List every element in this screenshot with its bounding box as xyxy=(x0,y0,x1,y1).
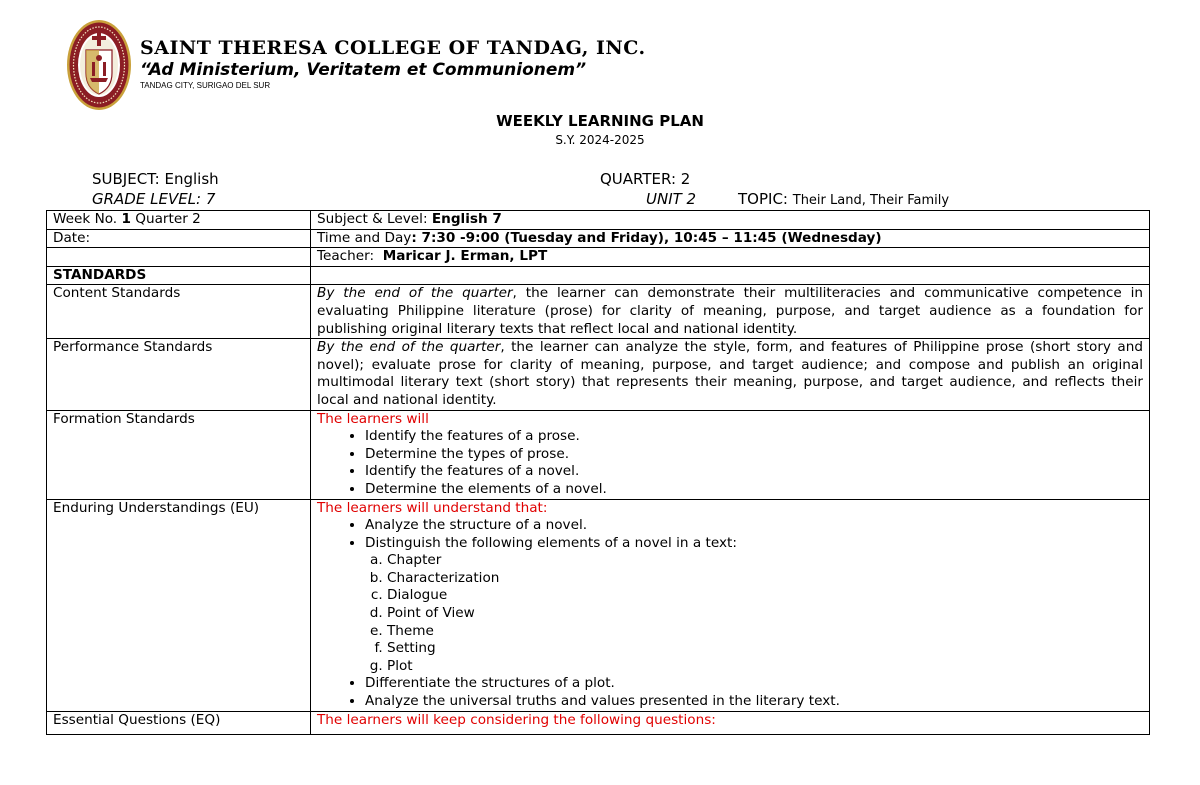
formation-intro: The learners will xyxy=(317,410,429,427)
eq-intro: The learners will keep considering the following questions: xyxy=(317,711,716,728)
content-standards-label: Content Standards xyxy=(47,285,311,339)
list-item: e. Theme xyxy=(387,623,1143,641)
list-item: • Determine the types of prose. xyxy=(365,446,1143,464)
eu-cell xyxy=(311,499,1150,711)
list-item: a. Chapter xyxy=(387,552,1143,570)
performance-standards-text xyxy=(311,339,1150,410)
subject-level-value: English 7 xyxy=(431,211,502,227)
school-motto: “Ad Ministerium, Veritatem et Communionem” xyxy=(140,60,587,80)
subject-level-label: Subject & Level: xyxy=(317,211,428,227)
list-item: • Analyze the universal truths and values presented in the literary text. xyxy=(365,693,1143,711)
list-item: c. Dialogue xyxy=(387,587,1143,605)
topic-value: Their Land, Their Family xyxy=(792,193,950,208)
grade-level-field: GRADE LEVEL: 7 xyxy=(92,190,216,208)
table-row xyxy=(47,229,1150,248)
content-standards-text xyxy=(311,285,1150,339)
topic-field xyxy=(738,190,949,208)
table-row xyxy=(47,499,1150,711)
list-item: • Differentiate the structures of a plot. xyxy=(365,675,1143,693)
subject-level-cell xyxy=(311,211,1150,230)
empty-cell xyxy=(47,248,311,267)
quarter-field: QUARTER: 2 xyxy=(600,170,691,188)
standards-heading xyxy=(47,266,311,285)
week-cell xyxy=(47,211,311,230)
list-item: b. Characterization xyxy=(387,570,1143,588)
topic-label: TOPIC: xyxy=(738,190,788,208)
list-item: d. Point of View xyxy=(387,605,1143,623)
subject-field: SUBJECT: English xyxy=(92,170,219,188)
formation-standards-cell xyxy=(311,410,1150,499)
content-standards-body: , the learner can demonstrate their multiliteracies and communicative competence in evaluating Philippine literature (prose) for clarity of meaning, purpose, and target audience as a foundation for publishing original literary texts that reflect local and national identity. xyxy=(317,285,1143,337)
performance-standards-body: , the learner can analyze the style, form, and features of Philippine prose (short story and novel); evaluate prose for clarity of meaning, purpose, and target audience; and compose and publish an original multimodal literary text (short story) that represents their meaning, purpose, and target audience, and reflects their local and national identity. xyxy=(317,339,1143,408)
table-row xyxy=(47,211,1150,230)
teacher-name: Maricar J. Erman, LPT xyxy=(382,248,548,265)
teacher-cell xyxy=(311,248,1150,267)
time-day-label: Time and Day xyxy=(317,229,412,246)
week-quarter: Quarter 2 xyxy=(135,211,201,227)
formation-list xyxy=(317,428,1143,498)
school-year: S.Y. 2024-2025 xyxy=(555,133,645,147)
time-day-value: : 7:30 -9:00 (Tuesday and Friday), 10:45 – 11:45 (Wednesday) xyxy=(411,229,882,246)
time-day-cell xyxy=(311,229,1150,248)
week-label: Week No. xyxy=(53,211,118,227)
eu-intro: The learners will understand that: xyxy=(317,499,548,516)
date-label: Date: xyxy=(47,229,311,248)
week-number: 1 xyxy=(121,211,131,227)
table-row xyxy=(47,266,1150,285)
eu-list xyxy=(317,517,1143,711)
table-row xyxy=(47,339,1150,410)
list-item: • Identify the features of a novel. xyxy=(365,463,1143,481)
formation-standards-label: Formation Standards xyxy=(47,410,311,499)
eu-label: Enduring Understandings (EU) xyxy=(47,499,311,711)
unit-field: UNIT 2 xyxy=(646,190,697,208)
list-item: f. Setting xyxy=(387,640,1143,658)
list-item xyxy=(365,535,1143,676)
table-row xyxy=(47,248,1150,267)
novel-elements-list xyxy=(365,552,1143,675)
teacher-label: Teacher: xyxy=(317,248,375,265)
list-item: • Identify the features of a prose. xyxy=(365,428,1143,446)
document-title: WEEKLY LEARNING PLAN xyxy=(496,112,704,130)
standards-heading-text: STANDARDS xyxy=(53,266,147,283)
school-location: TANDAG CITY, SURIGAO DEL SUR xyxy=(140,81,271,90)
eq-cell xyxy=(311,711,1150,734)
table-row xyxy=(47,285,1150,339)
table-row xyxy=(47,711,1150,734)
list-item: g. Plot xyxy=(387,658,1143,676)
learning-plan-table xyxy=(46,210,1150,735)
eu-item2-text: Distinguish the following elements of a novel in a text: xyxy=(365,534,737,551)
performance-standards-label: Performance Standards xyxy=(47,339,311,410)
list-item: • Determine the elements of a novel. xyxy=(365,481,1143,499)
eq-label: Essential Questions (EQ) xyxy=(47,711,311,734)
list-item: • Analyze the structure of a novel. xyxy=(365,517,1143,535)
performance-standards-lead: By the end of the quarter xyxy=(317,339,501,356)
table-row xyxy=(47,410,1150,499)
school-name: SAINT THERESA COLLEGE OF TANDAG, INC. xyxy=(140,37,646,59)
content-standards-lead: By the end of the quarter xyxy=(317,285,513,302)
school-seal-logo xyxy=(66,18,132,114)
empty-cell xyxy=(311,266,1150,285)
